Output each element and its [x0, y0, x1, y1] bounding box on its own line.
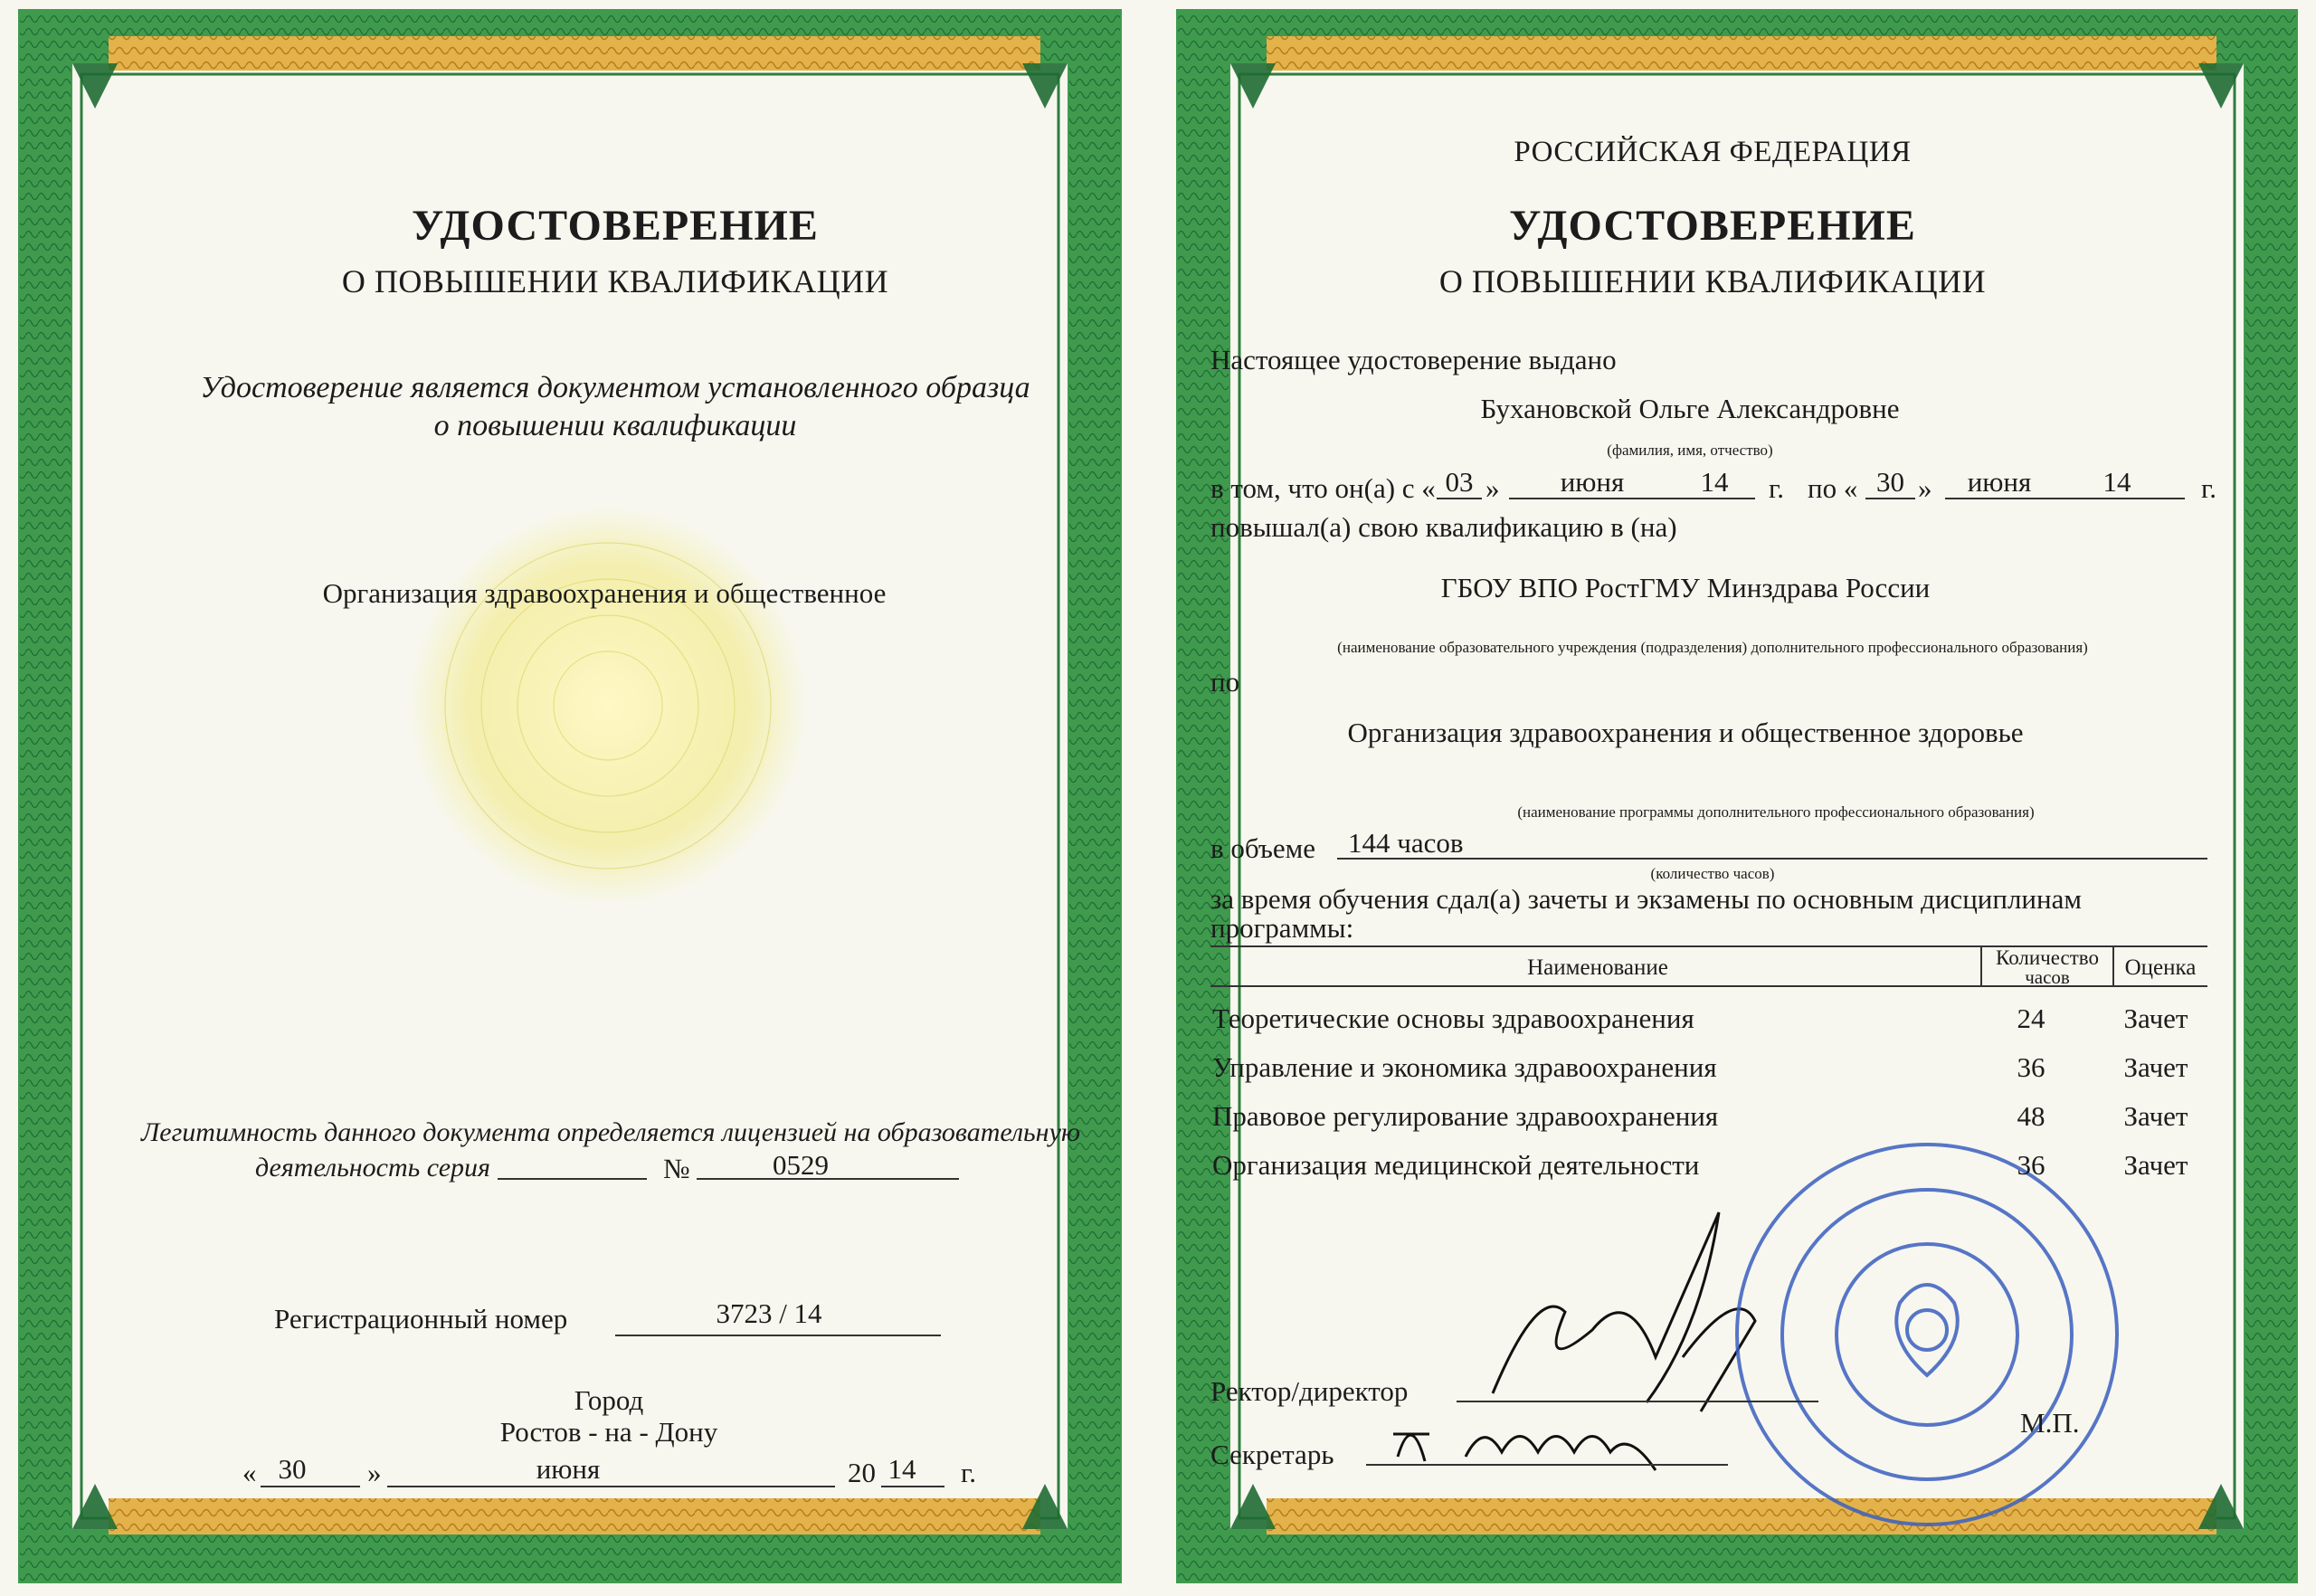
start-day: 03 [1445, 466, 1474, 498]
table-header-hours-1: Количество [1996, 946, 2099, 969]
rector-label: Ректор/директор [1210, 1375, 1409, 1407]
table-header-name: Наименование [1527, 955, 1668, 980]
table-header-hours-2: часов [2025, 966, 2070, 988]
issued-label: Настоящее удостоверение выдано [1210, 344, 1617, 375]
date-day-line [261, 1486, 360, 1487]
start-g: г. [1769, 472, 1784, 504]
start-close-quote: » [1485, 472, 1500, 504]
end-month: июня [1967, 466, 2032, 498]
registration-line [615, 1335, 941, 1336]
institution-name: ГБОУ ВПО РостГМУ Минздрава России [1440, 572, 1931, 603]
right-subtitle: О ПОВЫШЕНИИ КВАЛИФИКАЦИИ [1438, 263, 1987, 299]
institution-caption: (наименование образовательного учреждения (подразделения) дополнительного профессионального образования) [1337, 639, 2088, 656]
subject-hours: 24 [2017, 1002, 2045, 1034]
left-intro-line2: о повышении квалификации [433, 409, 797, 442]
end-po: по « [1808, 472, 1858, 504]
rector-signature-line [1457, 1401, 1818, 1402]
recipient-caption: (фамилия, имя, отчество) [1607, 442, 1773, 459]
subject-name: Управление и экономика здравоохранения [1212, 1051, 1717, 1083]
legitimacy-line1: Легитимность данного документа определяется лицензией на образовательную [140, 1117, 1081, 1147]
left-subtitle: О ПОВЫШЕНИИ КВАЛИФИКАЦИИ [341, 263, 889, 299]
date-year-prefix: 20 [848, 1457, 876, 1488]
date-year-line [881, 1486, 944, 1487]
city-label: Город [574, 1384, 644, 1416]
date-month: июня [536, 1453, 601, 1485]
exams-line2: программы: [1210, 912, 1354, 944]
date-month-line [387, 1486, 835, 1487]
country-name: РОССИЙСКАЯ ФЕДЕРАЦИЯ [1514, 136, 1912, 168]
legitimacy-prefix: деятельность серия [255, 1153, 490, 1183]
left-program-short: Организация здравоохранения и общественное [322, 577, 887, 609]
registration-number: 3723 / 14 [716, 1297, 822, 1329]
volume-value: 144 часов [1348, 827, 1464, 859]
date-close-quote: » [367, 1457, 382, 1488]
start-month: июня [1560, 466, 1625, 498]
subject-name: Организация медицинской деятельности [1212, 1149, 1700, 1181]
left-title: УДОСТОВЕРЕНИЕ [412, 202, 819, 250]
po-label: по [1210, 666, 1240, 698]
start-year: 14 [1700, 466, 1729, 498]
city-name: Ростов - на - Дону [499, 1416, 718, 1448]
subject-grade: Зачет [2123, 1100, 2188, 1132]
subject-grade: Зачет [2123, 1149, 2188, 1181]
subject-grade: Зачет [2123, 1002, 2188, 1034]
registration-label: Регистрационный номер [274, 1303, 568, 1335]
secretary-label: Секретарь [1210, 1439, 1334, 1470]
volume-label: в объеме [1210, 832, 1316, 864]
volume-line [1337, 858, 2207, 860]
end-close-quote: » [1918, 472, 1932, 504]
subject-hours: 48 [2017, 1100, 2045, 1132]
date-open-quote: « [242, 1457, 257, 1488]
mp-label: М.П. [2020, 1407, 2080, 1439]
subject-hours: 36 [2017, 1149, 2045, 1181]
official-seal [1737, 1145, 2117, 1525]
exams-line1: за время обучения сдал(а) зачеты и экзамены по основным дисциплинам [1210, 883, 2082, 915]
subject-name: Правовое регулирование здравоохранения [1212, 1100, 1719, 1132]
subject-name: Теоретические основы здравоохранения [1212, 1002, 1694, 1034]
qualification-line: повышал(а) свою квалификацию в (на) [1210, 511, 1677, 543]
end-year: 14 [2102, 466, 2131, 498]
recipient-name: Бухановской Ольге Александровне [1480, 393, 1900, 424]
license-number: 0529 [773, 1149, 829, 1181]
date-year-suffix: 14 [887, 1453, 916, 1485]
number-sign: № [663, 1153, 690, 1184]
left-intro-line1: Удостоверение является документом установленного образца [200, 371, 1030, 404]
rector-signature [1493, 1212, 1755, 1411]
end-day: 30 [1876, 466, 1904, 498]
date-year-g: г. [961, 1457, 976, 1488]
series-line [498, 1178, 647, 1180]
date-day: 30 [278, 1453, 307, 1485]
volume-caption: (количество часов) [1650, 865, 1775, 882]
program-name: Организация здравоохранения и общественное здоровье [1347, 717, 2024, 748]
subject-grade: Зачет [2123, 1051, 2188, 1083]
table-header-grade: Оценка [2124, 955, 2197, 980]
program-caption: (наименование программы дополнительного профессионального образования) [1517, 803, 2035, 821]
end-g: г. [2201, 472, 2216, 504]
period-prefix: в том, что он(а) с « [1210, 472, 1436, 504]
subject-hours: 36 [2017, 1051, 2045, 1083]
rosette-watermark [409, 507, 807, 905]
secretary-signature-line [1366, 1464, 1728, 1466]
right-title: УДОСТОВЕРЕНИЕ [1509, 202, 1916, 250]
